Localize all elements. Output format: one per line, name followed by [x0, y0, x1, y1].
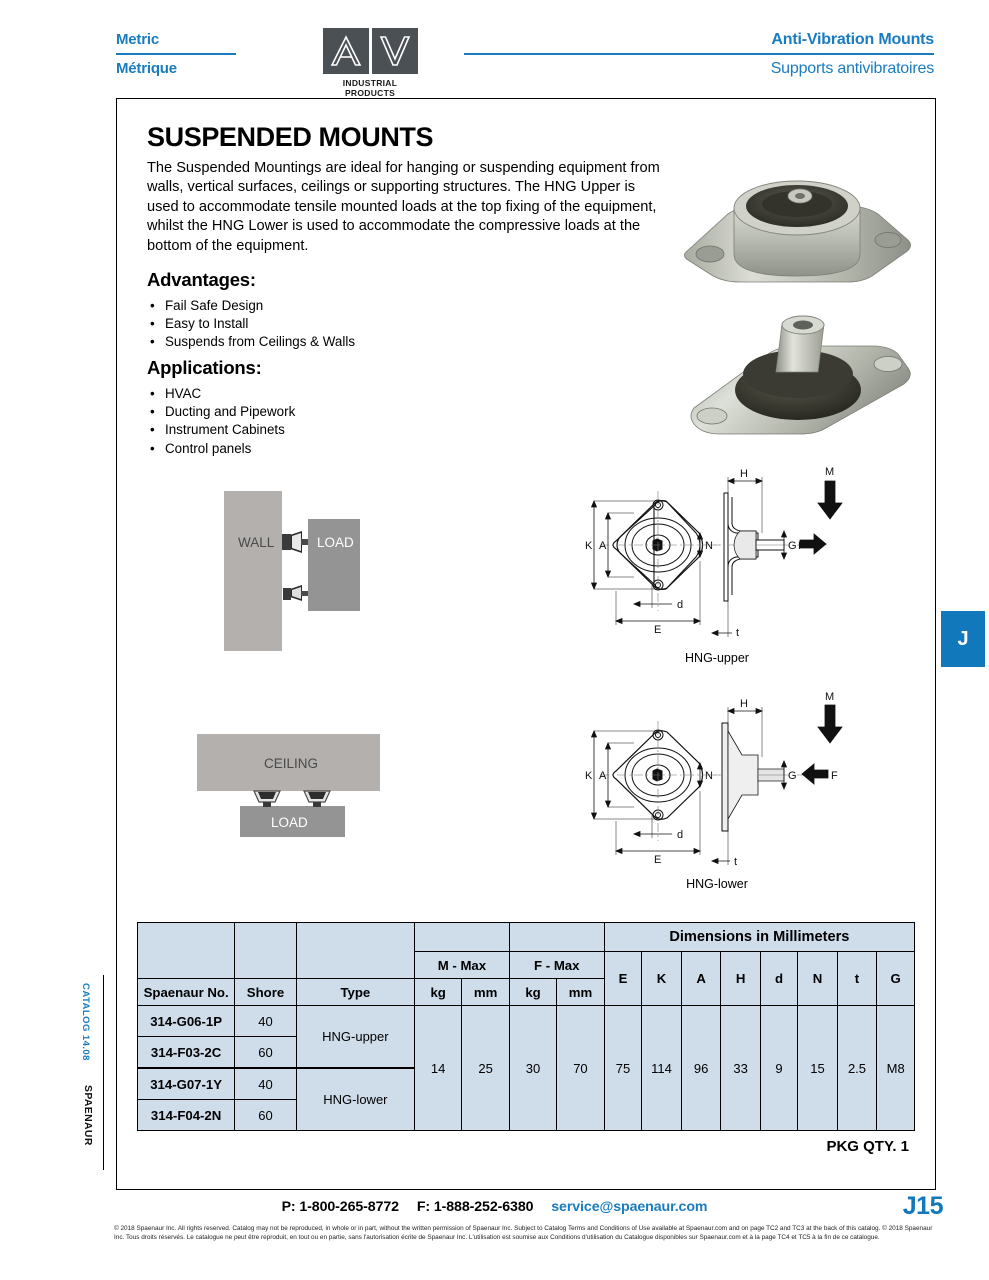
logo-marks — [321, 28, 419, 74]
dim-label-A: A — [599, 540, 607, 552]
logo-subtitle: INDUSTRIAL PRODUCTS — [342, 78, 398, 98]
page-title: SUSPENDED MOUNTS — [147, 122, 434, 152]
dim-label-G: G — [788, 770, 797, 782]
header-left — [116, 30, 296, 79]
ceiling-label: CEILING — [264, 756, 319, 771]
col-header-N: N — [798, 952, 837, 1006]
technical-drawing-hng-lower — [572, 691, 862, 896]
dim-label-M: M — [825, 466, 835, 478]
wall-mount-illustration — [222, 483, 402, 661]
header-right — [464, 30, 934, 79]
col-header-shore: Shore — [235, 979, 297, 1006]
dimensions-banner: Dimensions in Millimeters — [604, 923, 914, 952]
cell-G: M8 — [877, 1006, 915, 1131]
product-photo-hng-lower — [676, 312, 918, 440]
wall-load-label: LOAD — [317, 535, 354, 550]
col-header-type: Type — [296, 979, 414, 1006]
col-header-f-mm: mm — [557, 979, 605, 1006]
tech-caption-upper: HNG-upper — [685, 651, 749, 665]
dim-label-d: d — [677, 829, 684, 841]
cell-shore: 40 — [235, 1006, 297, 1037]
cell-K: 114 — [642, 1006, 682, 1131]
cell-m-max-kg: 14 — [414, 1006, 461, 1131]
list-item — [150, 440, 295, 458]
bullet-icon: • — [150, 316, 155, 332]
dim-label-t: t — [734, 856, 738, 868]
applications-list — [150, 385, 295, 458]
dim-label-E: E — [654, 624, 662, 636]
header-right-rule — [464, 53, 934, 55]
dim-label-N: N — [705, 540, 713, 552]
bullet-icon: • — [150, 298, 155, 313]
header-metric-label: Metric — [116, 31, 159, 48]
specification-table — [137, 922, 915, 1131]
header-left-rule — [116, 53, 236, 55]
cell-f-max-mm: 70 — [557, 1006, 605, 1131]
application-label: Ducting and Pipework — [165, 404, 296, 420]
technical-drawing-hng-upper — [572, 461, 862, 671]
col-header-d: d — [760, 952, 797, 1006]
list-item — [150, 421, 295, 439]
left-vertical-rule — [103, 975, 104, 1170]
bullet-icon: • — [150, 334, 155, 350]
cell-shore: 60 — [235, 1100, 297, 1131]
wall-label: WALL — [238, 535, 275, 550]
dim-label-A: A — [599, 770, 607, 782]
application-label: HVAC — [165, 386, 202, 401]
cell-spaenaur-no: 314-G07-1Y — [138, 1068, 235, 1100]
col-header-A: A — [681, 952, 720, 1006]
product-photo-hng-upper — [676, 152, 918, 297]
fineprint-fr: © 2018 Spaenaur Inc. Tous droits réservés. Le catalogue ne peut être reproduit, en tout ou en partie, sans l'autorisation écrite de Spaenaur Inc. L'utilisation est soumise aux Conditions d'utilisation du Catalogue disponibles sur Spaenaur.com et à la page TC4 et TC5 à la fin de ce catalogue. — [114, 1225, 933, 1242]
table-row — [138, 1006, 915, 1037]
col-header-H: H — [721, 952, 760, 1006]
footer-contact — [0, 1199, 989, 1215]
m-max-header: M - Max — [414, 952, 509, 979]
intro-paragraph: The Suspended Mountings are ideal for hanging or suspending equipment from walls, vertical surfaces, ceilings or supporting structures. The HNG Upper is used to accommodate tensile mounted loads at the top fixing of the equipment, whilst the HNG Lower is used to accommodate the compressive loads at the bottom of the equipment. — [147, 160, 660, 254]
col-header-m-mm: mm — [462, 979, 510, 1006]
col-header-K: K — [642, 952, 682, 1006]
f-max-header: F - Max — [509, 952, 604, 979]
brand-vertical-label: SPAENAUR — [82, 1085, 93, 1146]
dim-label-F: F — [798, 540, 805, 552]
av-logo — [321, 28, 419, 98]
cell-E: 75 — [604, 1006, 642, 1131]
applications-heading: Applications: — [147, 357, 262, 378]
dim-label-d: d — [677, 599, 684, 611]
cell-shore: 60 — [235, 1037, 297, 1069]
bullet-icon: • — [150, 386, 155, 401]
table-header-row-1 — [138, 923, 915, 952]
ceiling-load-label: LOAD — [271, 815, 308, 830]
dim-label-G: G — [788, 540, 797, 552]
application-label: Instrument Cabinets — [165, 422, 285, 438]
page-number: J15 — [902, 1192, 943, 1220]
logo-letter-v-icon — [372, 28, 418, 74]
section-tab-j[interactable]: J — [941, 611, 985, 667]
dim-label-E: E — [654, 854, 662, 866]
col-header-f-kg: kg — [509, 979, 556, 1006]
cell-H: 33 — [721, 1006, 760, 1131]
tech-caption-lower: HNG-lower — [686, 877, 748, 891]
m-max-spacer — [414, 923, 509, 952]
dim-label-K: K — [585, 540, 593, 552]
advantage-label: Fail Safe Design — [165, 298, 264, 313]
f-max-spacer — [509, 923, 604, 952]
dim-label-K: K — [585, 770, 593, 782]
bullet-icon: • — [150, 440, 155, 456]
dim-label-F: F — [831, 770, 838, 782]
logo-letter-a-icon — [323, 28, 369, 74]
advantage-label: Suspends from Ceilings & Walls — [165, 334, 356, 350]
list-item — [150, 385, 295, 403]
cell-spaenaur-no: 314-F04-2N — [138, 1100, 235, 1131]
col-header-G: G — [877, 952, 915, 1006]
header-metrique-label: Métrique — [116, 60, 177, 77]
cell-d: 9 — [760, 1006, 797, 1131]
list-item — [150, 297, 355, 315]
footer-fineprint — [114, 1224, 934, 1242]
dim-label-t: t — [736, 627, 740, 639]
cell-A: 96 — [681, 1006, 720, 1131]
header-title-en: Anti-Vibration Mounts — [771, 31, 934, 48]
list-item — [150, 315, 355, 333]
list-item — [150, 333, 355, 351]
header-title-fr: Supports antivibratoires — [770, 60, 934, 77]
pkg-qty-label: PKG QTY. 1 — [826, 1138, 909, 1155]
cell-N: 15 — [798, 1006, 837, 1131]
col-header-spaenaur-no: Spaenaur No. — [138, 979, 235, 1006]
footer-phone: P: 1-800-265-8772 — [281, 1199, 399, 1215]
catalog-version-label: CATALOG 14.08 — [80, 983, 91, 1061]
cell-spaenaur-no: 314-F03-2C — [138, 1037, 235, 1069]
dim-label-H: H — [740, 698, 748, 710]
cell-m-max-mm: 25 — [462, 1006, 510, 1131]
cell-t: 2.5 — [837, 1006, 877, 1131]
dim-label-H: H — [740, 468, 748, 480]
footer-email[interactable]: service@spaenaur.com — [551, 1199, 708, 1215]
cell-f-max-kg: 30 — [509, 1006, 556, 1131]
cell-shore: 40 — [235, 1068, 297, 1100]
bullet-icon: • — [150, 422, 155, 438]
application-label: Control panels — [165, 440, 252, 456]
dim-label-N: N — [705, 770, 713, 782]
list-item — [150, 403, 295, 421]
footer-fax: F: 1-888-252-6380 — [416, 1199, 534, 1215]
col-header-m-kg: kg — [414, 979, 461, 1006]
bullet-icon: • — [150, 404, 155, 420]
col-header-t: t — [837, 952, 877, 1006]
advantage-label: Easy to Install — [165, 316, 249, 332]
advantages-list — [150, 297, 355, 352]
cell-type-lower: HNG-lower — [296, 1068, 414, 1131]
fineprint-en: © 2018 Spaenaur Inc. All rights reserved. Catalog may not be reproduced, in whole or in part, without the written permission of Spaenaur Inc. Subject to Catalog Terms and Conditions of Use available at Spaenaur.com and on page TC2 and TC3 at the back of this catalog. — [114, 1225, 881, 1232]
col-header-E: E — [604, 952, 642, 1006]
cell-type-upper: HNG-upper — [296, 1006, 414, 1069]
dim-label-M: M — [825, 691, 835, 703]
ceiling-mount-illustration — [192, 728, 402, 850]
cell-spaenaur-no: 314-G06-1P — [138, 1006, 235, 1037]
advantages-heading: Advantages: — [147, 269, 256, 290]
